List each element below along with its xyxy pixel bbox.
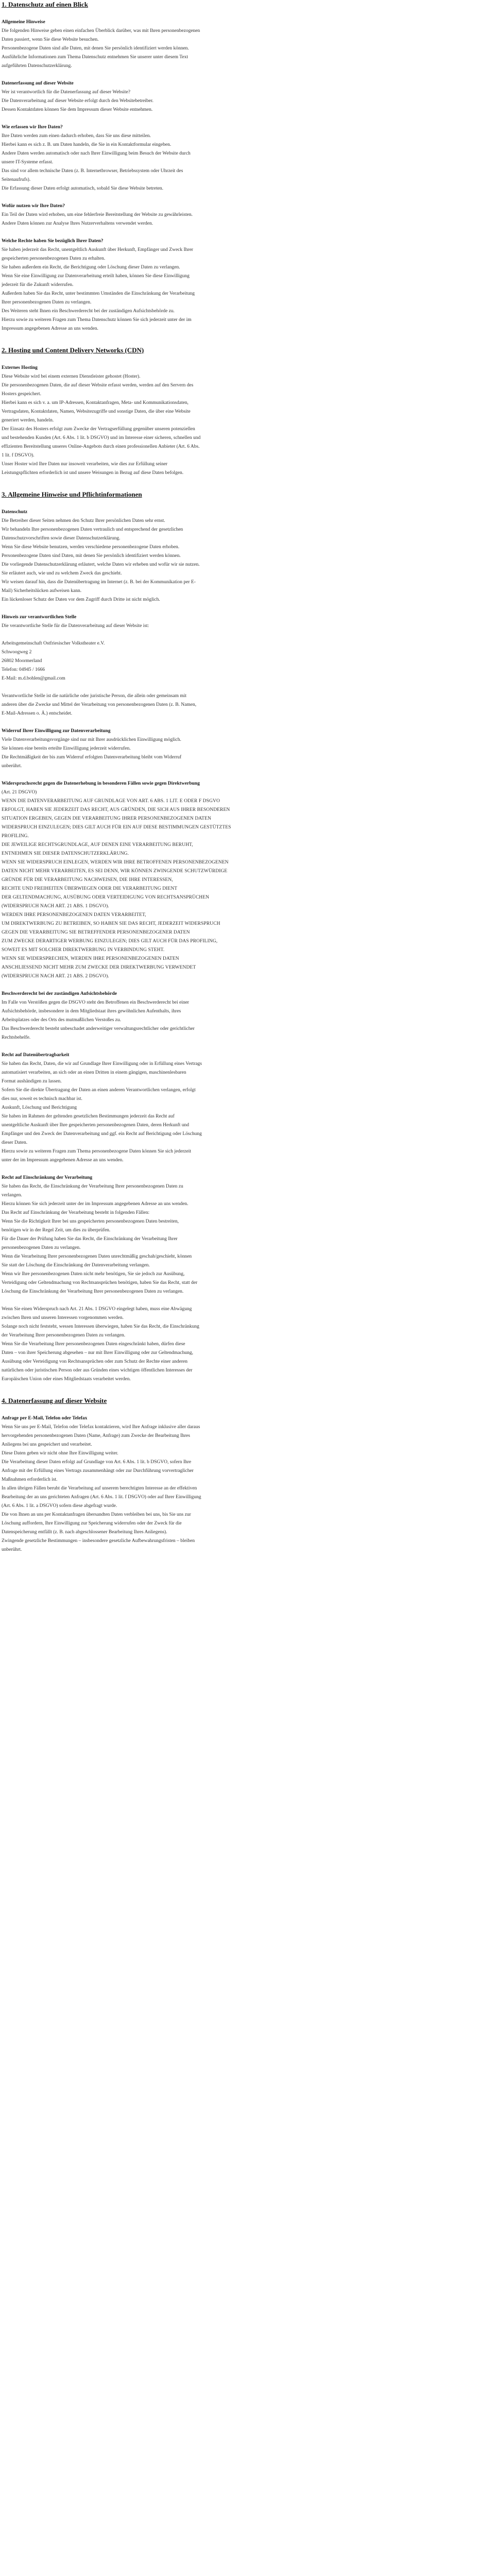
responsible-body-definition: Verantwortliche Stelle ist die natürliche oder juristische Person, die allein oder gemeinsam mit anderen über die Zwecke und Mittel der Verarbeitung von personenbezogenen Daten (z. B. Namen, E-Mail-Adressen o. Ä.) entscheidet. (2, 693, 197, 716)
how-collect-answer: Ihre Daten werden zum einen dadurch erhoben, dass Sie uns diese mitteilen. Hierbei kann es sich z. B. um Daten handeln, die Sie in ein Kontaktformular eingeben. Andere Daten werden automatisch oder nach Ihrer Einwilligung beim Besuch der Website durch unsere IT-Systeme erfasst. Das sind vor allem technische Daten (z. B. Internetbrowser, Betriebssystem oder Uhrzeit des Seitenaufrufs). Die Erfassung dieser Daten erfolgt automatisch, sobald Sie diese Website betreten. (2, 133, 191, 191)
revocation-heading: Widerruf Ihrer Einwilligung zur Datenverarbeitung (2, 728, 111, 734)
responsible-question: Wer ist verantwortlich für die Datenerfassung auf dieser Website? (2, 90, 130, 95)
purpose-question: Wofür nutzen wir Ihre Daten? (2, 204, 65, 209)
general-notes-heading: Allgemeine Hinweise (2, 20, 45, 25)
general-notes-text: Die folgenden Hinweise geben einen einfachen Überblick darüber, was mit Ihren personenbezogenen Daten passiert, wenn Sie diese Website besuchen. Personenbezogene Daten sind alle Daten, mit denen Sie persönlich identifiziert werden können. Ausführliche Informationen zum Thema Datenschutz entnehmen Sie unserer unter diesem Text aufgeführten Datenschutzerklärung. (2, 28, 200, 69)
section-2-title: 2. Hosting und Content Delivery Networks (CDN) (2, 346, 144, 354)
external-hosting-text: Diese Website wird bei einem externen Dienstleister gehostet (Hoster). Die personenbezogenen Daten, die auf dieser Website erfasst werden, werden auf den Servern des Hosters gespeichert. Hierbei kann es sich v. a. um IP-Adressen, Kontaktanfragen, Meta- und Kommunikationsdaten, Vertragsdaten, Kontaktdaten, Namen, Websitezugriffe und sonstige Daten, die über eine Website generiert werden, handeln. Der Einsatz des Hosters erfolgt zum Zwecke der Vertragserfüllung gegenüber unseren potenziellen und bestehenden Kunden (Art. 6 Abs. 1 lit. b DSGVO) und im Interesse einer sicheren, schnellen und effizienten Bereitstellung unseres Online-Angebots durch einen professionellen Anbieter (Art. 6 Abs. 1 lit. f DSGVO). Unser Hoster wird Ihre Daten nur insoweit verarbeiten, wie dies zur Erfüllung seiner Leistungspflichten erforderlich ist und unsere Weisungen in Bezug auf diese Daten befolgen. (2, 374, 201, 476)
responsible-body-address: Arbeitsgemeinschaft Ostfriesischer Volkstheater e.V. Schwoogweg 2 26802 Moormerland Telefon: 04945 / 1666 E-Mail: m.d.bohlen@gmail.com (2, 641, 105, 681)
section-4-title: 4. Datenerfassung auf dieser Website (2, 1397, 107, 1404)
objection-article: (Art. 21 DSGVO) (2, 790, 37, 795)
responsible-answer: Die Datenverarbeitung auf dieser Website erfolgt durch den Websitebetreiber. Dessen Kontaktdaten können Sie dem Impressum dieser Website entnehmen. (2, 98, 153, 112)
section-3-title: 3. Allgemeine Hinweise und Pflichtinformationen (2, 490, 142, 498)
section-1-title: 1. Datenschutz auf einen Blick (2, 1, 88, 8)
data-collection-heading: Datenerfassung auf dieser Website (2, 81, 74, 86)
restriction-heading: Recht auf Einschränkung der Verarbeitung (2, 1175, 93, 1180)
data-protection-heading: Datenschutz (2, 510, 28, 515)
complaint-text: Im Falle von Verstößen gegen die DSGVO steht den Betroffenen ein Beschwerderecht bei einer Aufsichtsbehörde, insbesondere in dem Mitgliedstaat ihres gewöhnlichen Aufenthalts, ihres Arbeitsplatzes oder des Orts des mutmaßlichen Verstoßes zu. Das Beschwerderecht besteht unbeschadet anderweitiger verwaltungsrechtlicher oder gerichtlicher Rechtsbehelfe. (2, 1000, 195, 1040)
purpose-answer: Ein Teil der Daten wird erhoben, um eine fehlerfreie Bereitstellung der Website zu gewährleisten. Andere Daten können zur Analyse Ihres Nutzerverhaltens verwendet werden. (2, 212, 193, 226)
objection-text: WENN DIE DATENVERARBEITUNG AUF GRUNDLAGE VON ART. 6 ABS. 1 LIT. E ODER F DSGVO ERFOLGT, HABEN SIE JEDERZEIT DAS RECHT, AUS GRÜNDEN, DIE SICH AUS IHRER BESONDEREN SITUATION ERGEBEN, GEGEN DIE VERARBEITUNG IHRER PERSONENBEZOGENEN DATEN WIDERSPRUCH EINZULEGEN; DIES GILT AUCH FÜR EIN AUF DIESE BESTIMMUNGEN GESTÜTZTES PROFILING. DIE JEWEILIGE RECHTSGRUNDLAGE, AUF DENEN EINE VERARBEITUNG BERUHT, ENTNEHMEN SIE DIESER DATENSCHUTZERKLÄRUNG. WENN SIE WIDERSPRUCH EINLEGEN, WERDEN WIR IHRE BETROFFENEN PERSONENBEZOGENEN DATEN NICHT MEHR VERARBEITEN, ES SEI DENN, WIR KÖNNEN ZWINGENDE SCHUTZWÜRDIGE GRÜNDE FÜR DIE VERARBEITUNG NACHWEISEN, DIE IHRE INTERESSEN, RECHTE UND FREIHEITEN ÜBERWIEGEN ODER DIE VERARBEITUNG DIENT DER GELTENDMACHUNG, AUSÜBUNG ODER VERTEIDIGUNG VON RECHTSANSPRÜCHEN (WIDERSPRUCH NACH ART. 21 ABS. 1 DSGVO). WERDEN IHRE PERSONENBEZOGENEN DATEN VERARBEITET, UM DIREKTWERBUNG ZU BETREIBEN, SO HABEN SIE DAS RECHT, JEDERZEIT WIDERSPRUCH GEGEN DIE VERARBEITUNG SIE BETREFFENDER PERSONENBEZOGENER DATEN ZUM ZWECKE DERARTIGER WERBUNG EINZULEGEN; DIES GILT AUCH FÜR DAS PROFILING, SOWEIT ES MIT SOLCHER DIREKTWERBUNG IN VERBINDUNG STEHT. WENN SIE WIDERSPRECHEN, WERDEN IHRE PERSONENBEZOGENEN DATEN ANSCHLIESSEND NICHT MEHR ZUM ZWECKE DER DIREKTWERBUNG VERWENDET (WIDERSPRUCH NACH ART. 21 ABS. 2 DSGVO). (2, 799, 231, 979)
restriction-text-2: Wenn Sie einen Widerspruch nach Art. 21 Abs. 1 DSGVO eingelegt haben, muss eine Abwägung zwischen Ihren und unseren Interessen vorgenommen werden. Solange noch nicht feststeht, wessen Interessen überwiegen, haben Sie das Recht, die Einschränkung der Verarbeitung Ihrer personenbezogenen Daten zu verlangen. Wenn Sie die Verarbeitung Ihrer personenbezogenen Daten eingeschränkt haben, dürfen diese Daten – von ihrer Speicherung abgesehen – nur mit Ihrer Einwilligung oder zur Geltendmachung, Ausübung oder Verteidigung von Rechtsansprüchen oder zum Schutz der Rechte einer anderen natürlichen oder juristischen Person oder aus Gründen eines wichtigen öffentlichen Interesses der Europäischen Union oder eines Mitgliedstaats verarbeitet werden. (2, 1307, 199, 1382)
external-hosting-heading: Externes Hosting (2, 365, 38, 370)
contact-request-text: Wenn Sie uns per E-Mail, Telefon oder Telefax kontaktieren, wird Ihre Anfrage inklusive aller daraus hervorgehenden personenbezogenen Daten (Name, Anfrage) zum Zwecke der Bearbeitung Ihres Anliegens bei uns gespeichert und verarbeitet. Diese Daten geben wir nicht ohne Ihre Einwilligung weiter. Die Verarbeitung dieser Daten erfolgt auf Grundlage von Art. 6 Abs. 1 lit. b DSGVO, sofern Ihre Anfrage mit der Erfüllung eines Vertrags zusammenhängt oder zur Durchführung vorvertraglicher Maßnahmen erforderlich ist. In allen übrigen Fällen beruht die Verarbeitung auf unserem berechtigten Interesse an der effektiven Bearbeitung der an uns gerichteten Anfragen (Art. 6 Abs. 1 lit. f DSGVO) oder auf Ihrer Einwilligung (Art. 6 Abs. 1 lit. a DSGVO) sofern diese abgefragt wurde. Die von Ihnen an uns per Kontaktanfragen übersandten Daten verbleiben bei uns, bis Sie uns zur Löschung auffordern, Ihre Einwilligung zur Speicherung widerrufen oder der Zweck für die Datenspeicherung entfällt (z. B. nach abgeschlossener Bearbeitung Ihres Anliegens). Zwingende gesetzliche Bestimmungen – insbesondere gesetzliche Aufbewahrungsfristen – bleiben unberührt. (2, 1425, 201, 1552)
rights-question: Welche Rechte haben Sie bezüglich Ihrer Daten? (2, 239, 104, 244)
how-collect-question: Wie erfassen wir Ihre Daten? (2, 125, 63, 130)
portability-heading: Recht auf Datenübertragbarkeit (2, 1053, 70, 1058)
complaint-heading: Beschwerderecht bei der zuständigen Aufsichtsbehörde (2, 991, 117, 996)
objection-heading: Widerspruchsrecht gegen die Datenerhebung in besonderen Fällen sowie gegen Direktwerbung (2, 781, 200, 786)
data-protection-text: Die Betreiber dieser Seiten nehmen den Schutz Ihrer persönlichen Daten sehr ernst. Wir behandeln Ihre personenbezogenen Daten vertraulich und entsprechend der gesetzlichen Datenschutzvorschriften sowie dieser Datenschutzerklärung. Wenn Sie diese Website benutzen, werden verschiedene personenbezogene Daten erhoben. Personenbezogene Daten sind Daten, mit denen Sie persönlich identifiziert werden können. Die vorliegende Datenschutzerklärung erläutert, welche Daten wir erheben und wofür wir sie nutzen. Sie erläutert auch, wie und zu welchem Zweck das geschieht. Wir weisen darauf hin, dass die Datenübertragung im Internet (z. B. bei der Kommunikation per E- Mail) Sicherheitslücken aufweisen kann. Ein lückenloser Schutz der Daten vor dem Zugriff durch Dritte ist nicht möglich. (2, 518, 200, 602)
rights-answer: Sie haben jederzeit das Recht, unentgeltlich Auskunft über Herkunft, Empfänger und Zweck Ihrer gespeicherten personenbezogenen Daten zu erhalten. Sie haben außerdem ein Recht, die Berichtigung oder Löschung dieser Daten zu verlangen. Wenn Sie eine Einwilligung zur Datenverarbeitung erteilt haben, können Sie diese Einwilligung jederzeit für die Zukunft widerrufen. Außerdem haben Sie das Recht, unter bestimmten Umständen die Einschränkung der Verarbeitung Ihrer personenbezogenen Daten zu verlangen. Des Weiteren steht Ihnen ein Beschwerderecht bei der zuständigen Aufsichtsbehörde zu. Hierzu sowie zu weiteren Fragen zum Thema Datenschutz können Sie sich jederzeit unter der im Impressum angegebenen Adresse an uns wenden. (2, 247, 195, 331)
contact-request-heading: Anfrage per E-Mail, Telefon oder Telefax (2, 1416, 88, 1421)
revocation-text: Viele Datenverarbeitungsvorgänge sind nur mit Ihrer ausdrücklichen Einwilligung möglich. Sie können eine bereits erteilte Einwilligung jederzeit widerrufen. Die Rechtmäßigkeit der bis zum Widerruf erfolgten Datenverarbeitung bleibt vom Widerruf unberührt. (2, 737, 182, 769)
portability-text: Sie haben das Recht, Daten, die wir auf Grundlage Ihrer Einwilligung oder in Erfüllung eines Vertrags automatisiert verarbeiten, an sich oder an einen Dritten in einem gängigen, maschinenlesbaren Format aushändigen zu lassen. Sofern Sie die direkte Übertragung der Daten an einen anderen Verantwortlichen verlangen, erfolgt dies nur, soweit es technisch machbar ist. Auskunft, Löschung und Berichtigung Sie haben im Rahmen der geltenden gesetzlichen Bestimmungen jederzeit das Recht auf unentgeltliche Auskunft über Ihre gespeicherten personenbezogenen Daten, deren Herkunft und Empfänger und den Zweck der Datenverarbeitung und ggf. ein Recht auf Berichtigung oder Löschung dieser Daten. Hierzu sowie zu weiteren Fragen zum Thema personenbezogene Daten können Sie sich jederzeit unter der im Impressum angegebenen Adresse an uns wenden. (2, 1061, 202, 1163)
responsible-body-heading: Hinweis zur verantwortlichen Stelle (2, 615, 77, 620)
restriction-text-1: Sie haben das Recht, die Einschränkung der Verarbeitung Ihrer personenbezogenen Daten zu verlangen. Hierzu können Sie sich jederzeit unter der im Impressum angegebenen Adresse an uns wenden. Das Recht auf Einschränkung der Verarbeitung besteht in folgenden Fällen: Wenn Sie die Richtigkeit Ihrer bei uns gespeicherten personenbezogenen Daten bestreiten, benötigen wir in der Regel Zeit, um dies zu überprüfen. Für die Dauer der Prüfung haben Sie das Recht, die Einschränkung der Verarbeitung Ihrer personenbezogenen Daten zu verlangen. Wenn die Verarbeitung Ihrer personenbezogenen Daten unrechtmäßig geschah/geschieht, können Sie statt der Löschung die Einschränkung der Datenverarbeitung verlangen. Wenn wir Ihre personenbezogenen Daten nicht mehr benötigen, Sie sie jedoch zur Ausübung, Verteidigung oder Geltendmachung von Rechtsansprüchen benötigen, haben Sie das Recht, statt der Löschung die Einschränkung der Verarbeitung Ihrer personenbezogenen Daten zu verlangen. (2, 1184, 198, 1294)
responsible-body-intro: Die verantwortliche Stelle für die Datenverarbeitung auf dieser Website ist: (2, 623, 149, 629)
